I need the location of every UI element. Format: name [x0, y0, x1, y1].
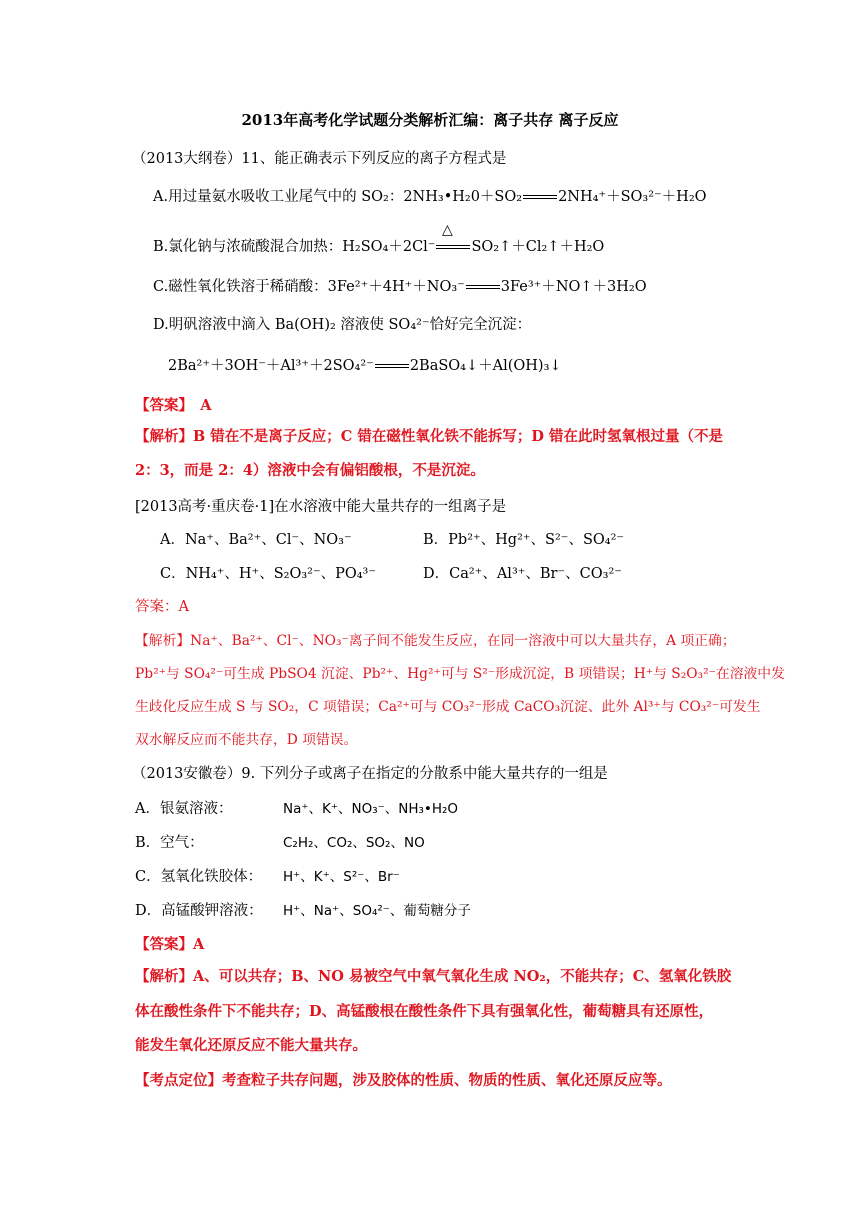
- q2-analysis-line1: 【解析】Na⁺、Ba²⁺、Cl⁻、NO₃⁻离子间不能发生反应，在同一溶液中可以大量共存，A 项正确；: [135, 633, 736, 649]
- equals-sign: [436, 245, 470, 249]
- q3-option-a-label: A．银氨溶液：: [135, 801, 233, 817]
- q2-stem: [2013高考·重庆卷·1]在水溶液中能大量共存的一组离子是: [135, 499, 507, 515]
- q3-option-b-value: C₂H₂、CO₂、SO₂、NO: [283, 835, 425, 851]
- q3-stem: （2013安徽卷）9. 下列分子或离子在指定的分散系中能大量共存的一组是: [132, 766, 608, 782]
- q3-option-c-value: H⁺、K⁺、S²⁻、Br⁻: [283, 869, 400, 885]
- q2-analysis-line3: 生歧化反应生成 S 与 SO₂，C 项错误；Ca²⁺可与 CO₃²⁻形成 CaCO₃沉淀、此外 Al³⁺与 CO₃²⁻可发生: [135, 699, 761, 715]
- q1-analysis-line1: 【解析】B 错在不是离子反应；C 错在磁性氧化铁不能拆写；D 错在此时氢氧根过量（不是: [135, 428, 724, 445]
- q2-option-d: D．Ca²⁺、Al³⁺、Br⁻、CO₃²⁻: [423, 566, 622, 582]
- q3-option-d-value: H⁺、Na⁺、SO₄²⁻、葡萄糖分子: [283, 903, 471, 919]
- q2-analysis-line4: 双水解反应而不能共存，D 项错误。: [135, 732, 358, 748]
- page-title: 2013年高考化学试题分类解析汇编：离子共存 离子反应: [241, 111, 619, 129]
- q1-option-d-equation: [168, 356, 562, 376]
- q3-option-a-value: Na⁺、K⁺、NO₃⁻、NH₃•H₂O: [283, 801, 459, 817]
- q1-option-d: D.明矾溶液中滴入 Ba(OH)₂ 溶液使 SO₄²⁻恰好完全沉淀：: [153, 317, 532, 333]
- q1-answer: 【答案】 A: [135, 397, 212, 414]
- q1-c-right: 3Fe³⁺＋NO↑＋3H₂O: [500, 279, 647, 295]
- q3-analysis-line3: 能发生氧化还原反应不能大量共存。: [135, 1037, 367, 1054]
- equals-sign: [375, 364, 409, 368]
- q1-c-left: C.磁性氧化铁溶于稀硝酸：3Fe²⁺＋4H⁺＋NO₃⁻: [153, 279, 465, 295]
- q1-option-a: [153, 187, 707, 207]
- q2-analysis-line2: Pb²⁺与 SO₄²⁻可生成 PbSO4 沉淀、Pb²⁺、Hg²⁺可与 S²⁻形成沉淀，B 项错误；H⁺与 S₂O₃²⁻在溶液中发: [135, 666, 785, 682]
- q1-option-c: [153, 277, 647, 297]
- q3-analysis-line2: 体在酸性条件下不能共存；D、高锰酸根在酸性条件下具有强氧化性，葡萄糖具有还原性，: [135, 1003, 714, 1020]
- equals-sign: [523, 195, 557, 199]
- q1-a-right: 2NH₄⁺＋SO₃²⁻＋H₂O: [558, 189, 707, 205]
- q1-option-b: [153, 237, 604, 257]
- q2-option-a: A．Na⁺、Ba²⁺、Cl⁻、NO₃⁻: [160, 532, 352, 548]
- q1-a-left: A.用过量氨水吸收工业尾气中的 SO₂：2NH₃•H₂0＋SO₂: [153, 189, 523, 205]
- q2-answer: 答案：A: [135, 599, 189, 615]
- q2-option-c: C．NH₄⁺、H⁺、S₂O₃²⁻、PO₄³⁻: [160, 566, 377, 582]
- q3-option-b-label: B．空气：: [135, 835, 204, 851]
- q1-b-left: B.氯化钠与浓硫酸混合加热：H₂SO₄＋2Cl⁻: [153, 239, 436, 255]
- q3-option-c-label: C．氢氧化铁胶体：: [135, 869, 263, 885]
- q3-analysis-line1: 【解析】A、可以共存；B、NO 易被空气中氧气氧化生成 NO₂，不能共存；C、氢氧化铁胶: [135, 968, 732, 985]
- equals-sign: [466, 285, 500, 289]
- q1-d-left: 2Ba²⁺＋3OH⁻＋Al³⁺＋2SO₄²⁻: [168, 358, 374, 374]
- q1-analysis-line2: 2：3，而是 2：4）溶液中会有偏铝酸根，不是沉淀。: [135, 462, 485, 479]
- q1-stem: （2013大纲卷）11、能正确表示下列反应的离子方程式是: [132, 151, 507, 167]
- q2-option-b: B．Pb²⁺、Hg²⁺、S²⁻、SO₄²⁻: [423, 532, 625, 548]
- q3-answer: 【答案】A: [135, 936, 205, 953]
- q1-b-right: SO₂↑＋Cl₂↑＋H₂O: [471, 239, 605, 255]
- q1-d-right: 2BaSO₄↓＋Al(OH)₃↓: [409, 358, 562, 374]
- q3-option-d-label: D．高锰酸钾溶液：: [135, 903, 263, 919]
- heat-triangle-icon: △: [442, 222, 453, 238]
- q3-kaodian: 【考点定位】考查粒子共存问题，涉及胶体的性质、物质的性质、氧化还原反应等。: [135, 1072, 672, 1089]
